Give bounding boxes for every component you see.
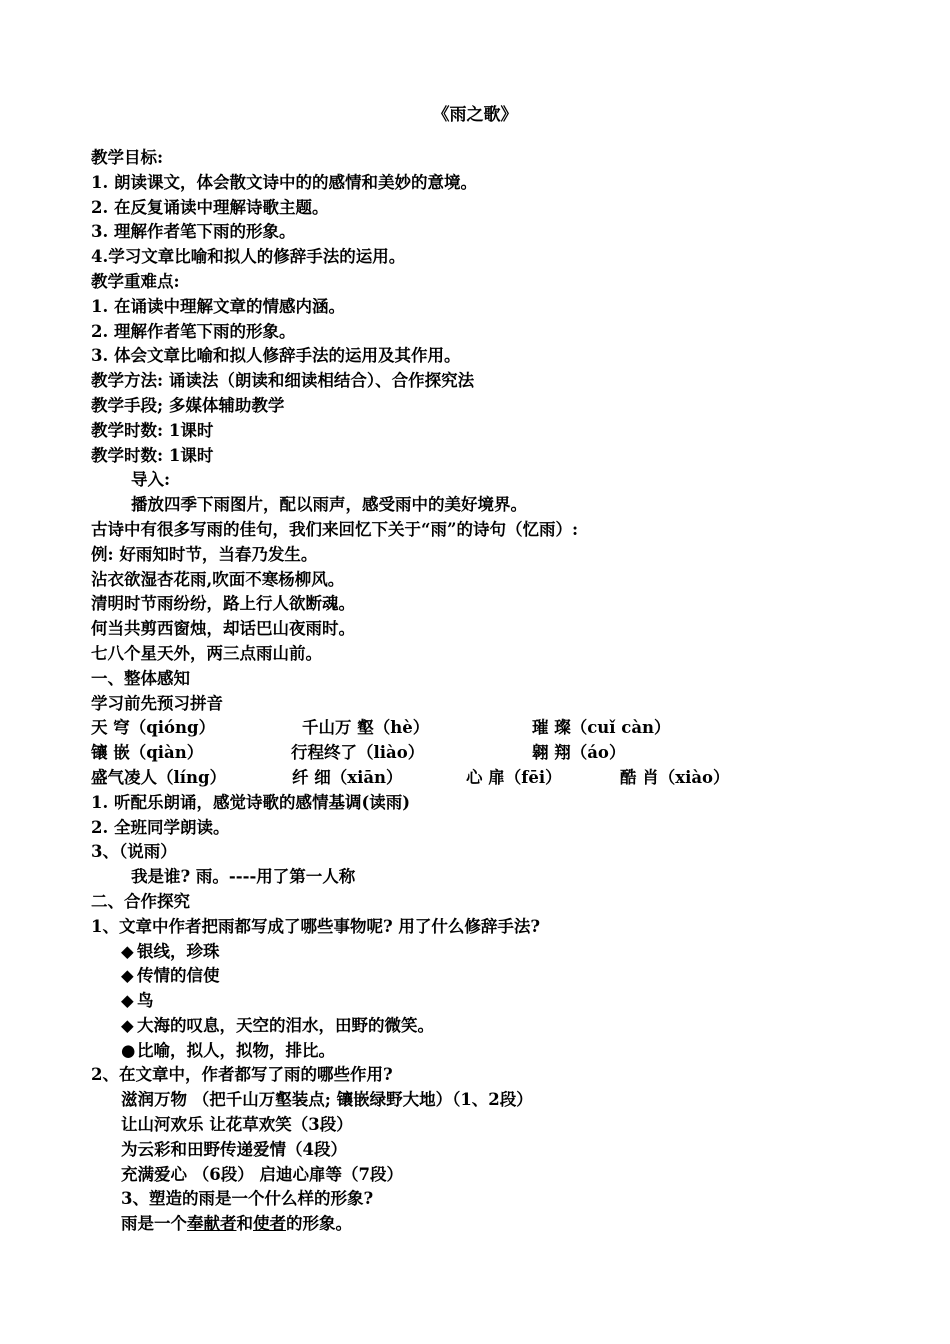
diamond-bullet-icon: ◆ (121, 966, 134, 986)
pinyin-word: 天 穹（qióng） (91, 718, 216, 738)
pinyin-row (91, 741, 911, 766)
pinyin-word: 行程终了（liào） (291, 743, 425, 763)
answer-item (91, 964, 911, 989)
intro-recall: 古诗中有很多写雨的佳句，我们来回忆下关于“雨”的诗句（忆雨）: (91, 519, 579, 539)
pinyin-word: 酷 肖（xiào） (620, 767, 730, 787)
poem-line: 七八个星天外，两三点雨山前。 (91, 643, 322, 663)
answer-text: 大海的叹息，天空的泪水，田野的微笑。 (137, 1015, 434, 1035)
question-1: 1、文章中作者把雨都写成了哪些事物呢? 用了什么修辞手法? (91, 916, 541, 936)
underlined-term: 奉献者 (187, 1214, 237, 1234)
step-item: 2. 全班同学朗读。 (91, 817, 230, 837)
question-2: 2、在文章中，作者都写了雨的哪些作用? (91, 1065, 393, 1085)
answer-item (91, 989, 911, 1014)
answer-text: 银线，珍珠 (137, 941, 220, 961)
underlined-term: 使者 (253, 1214, 286, 1234)
key-point-item: 2. 理解作者笔下雨的形象。 (91, 321, 296, 341)
answer-item (91, 1014, 911, 1039)
pinyin-word: 翱 翔（áo） (532, 743, 626, 763)
poem-line: 何当共剪西窗烛，却话巴山夜雨时。 (91, 619, 355, 639)
poem-line: 例: 好雨知时节，当春乃发生。 (91, 544, 318, 564)
pinyin-row (91, 716, 911, 741)
teaching-hours: 教学时数: 1课时 (91, 445, 214, 465)
objectives-heading: 教学目标: (91, 148, 164, 167)
intro-text: 播放四季下雨图片，配以雨声，感受雨中的美好境界。 (131, 495, 527, 515)
answer-item (91, 1039, 911, 1064)
diamond-bullet-icon: ◆ (121, 941, 134, 961)
poem-line: 沾衣欲湿杏花雨,吹面不寒杨柳风。 (91, 569, 345, 589)
objective-item: 2. 在反复诵读中理解诗歌主题。 (91, 197, 329, 217)
teaching-hours: 教学时数: 1课时 (91, 420, 214, 440)
pinyin-row (91, 766, 911, 791)
diamond-bullet-icon: ◆ (121, 991, 134, 1011)
who-line: 我是谁? 雨。----用了第一人称 (131, 867, 356, 887)
document-body (91, 146, 911, 1237)
step-item: 1. 听配乐朗诵，感觉诗歌的感情基调(读雨) (91, 792, 411, 812)
pinyin-word: 镶 嵌（qiàn） (91, 743, 204, 763)
intro-heading: 导入: (131, 470, 171, 490)
key-point-item: 3. 体会文章比喻和拟人修辞手法的运用及其作用。 (91, 346, 461, 366)
key-point-item: 1. 在诵读中理解文章的情感内涵。 (91, 296, 345, 316)
pinyin-word: 璀 璨（cuǐ càn） (532, 718, 671, 738)
key-points-heading: 教学重难点: (91, 271, 180, 291)
effect-item: 让山河欢乐 让花草欢笑（3段） (121, 1115, 353, 1135)
pinyin-word: 盛气凌人（líng） (91, 767, 227, 787)
teaching-means: 教学手段; 多媒体辅助教学 (91, 395, 285, 415)
answer-text: 鸟 (137, 991, 154, 1011)
section1-heading: 一、整体感知 (91, 668, 190, 688)
diamond-bullet-icon: ◆ (121, 1015, 134, 1035)
step-item: 3、（说雨） (91, 842, 177, 862)
pinyin-word: 心 扉（fēi） (466, 767, 562, 787)
answer-text: 比喻，拟人，拟物，排比。 (137, 1040, 335, 1060)
pinyin-heading: 学习前先预习拼音 (91, 693, 223, 713)
document-title: 《雨之歌》 (432, 105, 518, 125)
final-answer: 雨是一个奉献者和使者的形象。 (121, 1214, 352, 1234)
pinyin-word: 纤 细（xiān） (292, 767, 403, 787)
poem-line: 清明时节雨纷纷，路上行人欲断魂。 (91, 594, 355, 614)
section2-heading: 二、合作探究 (91, 891, 190, 911)
effect-item: 充满爱心 （6段） 启迪心扉等（7段） (121, 1164, 403, 1184)
answer-text: 传情的信使 (137, 966, 220, 986)
objective-item: 3. 理解作者笔下雨的形象。 (91, 222, 296, 242)
answer-item (91, 940, 911, 965)
circle-bullet-icon: ● (121, 1040, 136, 1060)
pinyin-word: 千山万 壑（hè） (302, 718, 430, 738)
objective-item: 1. 朗读课文，体会散文诗中的的感情和美妙的意境。 (91, 172, 477, 192)
question-3: 3、塑造的雨是一个什么样的形象? (121, 1189, 374, 1209)
effect-item: 滋润万物 （把千山万壑装点; 镶嵌绿野大地）（1、2段） (121, 1090, 533, 1110)
objective-item: 4.学习文章比喻和拟人的修辞手法的运用。 (91, 247, 406, 267)
teaching-methods: 教学方法: 诵读法（朗读和细读相结合）、合作探究法 (91, 371, 475, 391)
effect-item: 为云彩和田野传递爱情（4段） (121, 1139, 347, 1159)
